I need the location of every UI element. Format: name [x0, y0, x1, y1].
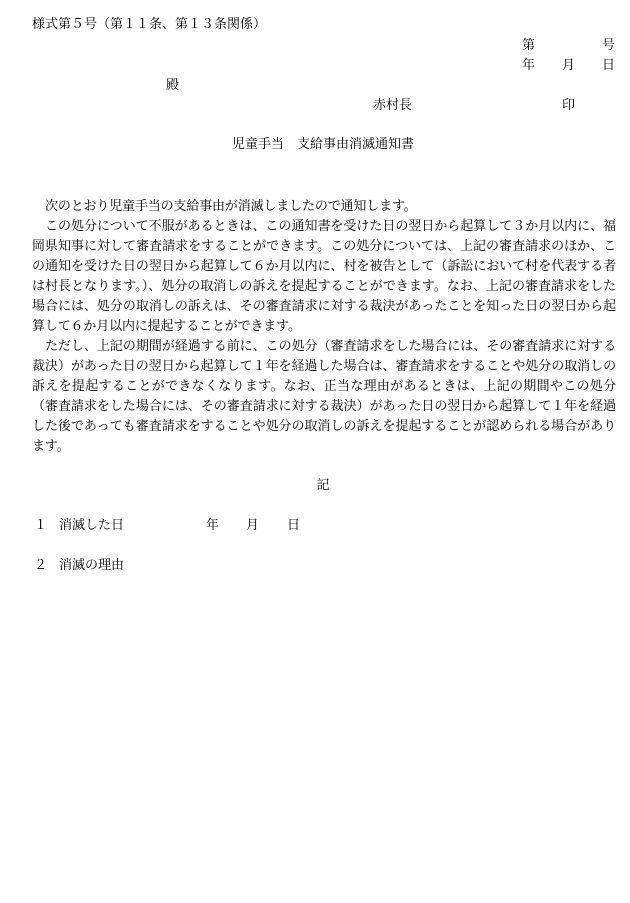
body-paragraph: 次のとおり児童手当の支給事由が消滅しましたので通知します。 [45, 199, 417, 214]
issue-date-month: 月 [562, 58, 576, 73]
item-number: １ [34, 518, 48, 533]
body-paragraph: ただし、上記の期間が経過する前に、この処分（審査請求をした場合には、その審査請求に対する裁決）があった日の翌日から起算して１年を経過した場合は、審査請求をすることや処分の取消しの訴えを提起することができなくなります。なお、正当な理由があるときは、上記の期間やこの処分（審査請求をした場合には、その審査請求に対する裁決）があった日の翌日から起算して１年を経過した後であっても審査請求をすることや処分の取消しの訴えを提起することが認められる場合があります。 [32, 339, 616, 454]
extinction-date-day: 日 [287, 518, 301, 533]
issue-date-year: 年 [522, 58, 536, 73]
notation-ki: 記 [316, 478, 330, 493]
addressee-honorific: 殿 [166, 78, 180, 93]
extinction-date-year: 年 [206, 518, 220, 533]
item-number: ２ [34, 558, 48, 573]
seal-mark: 印 [562, 98, 576, 113]
body-paragraph: この処分について不服があるときは、この通知書を受けた日の翌日から起算して３か月以内に、福岡県知事に対して審査請求をすることができます。この処分については、上記の審査請求のほか、この通知を受けた日の翌日から起算して６か月以内に、村を被告として（訴訟において村を代表する者は村長となります。）、処分の取消しの訴えを提起することができます。なお、上記の審査請求をした場合には、処分の取消しの訴えは、その審査請求に対する裁決があったことを知った日の翌日から起算して６か月以内に提起することができます。 [32, 219, 616, 334]
form-number: 様式第５号（第１１条、第１３条関係） [32, 17, 267, 32]
document-number-prefix: 第 [522, 38, 536, 53]
sender-name: 赤村長 [373, 98, 413, 113]
item-label-extinction-reason: 消滅の理由 [59, 558, 125, 573]
document-title: 児童手当 支給事由消滅通知書 [231, 137, 414, 152]
document-number-suffix: 号 [602, 38, 616, 53]
extinction-date-month: 月 [246, 518, 260, 533]
issue-date-day: 日 [602, 58, 616, 73]
item-label-extinction-date: 消滅した日 [59, 518, 125, 533]
